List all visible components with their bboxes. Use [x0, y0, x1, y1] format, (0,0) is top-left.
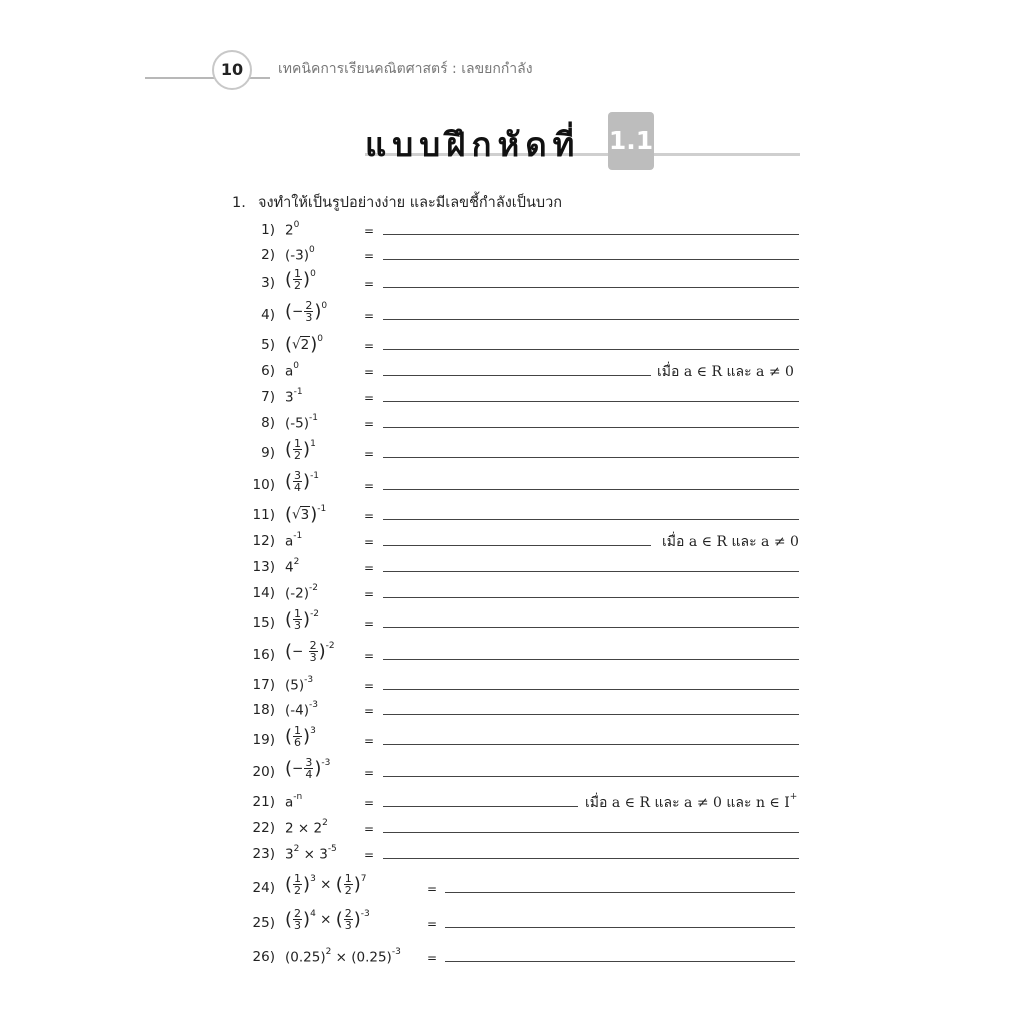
item-expression: $3^2 \times 3^{-5}$ — [285, 844, 337, 863]
equals-sign: = — [364, 704, 375, 718]
equals-sign: = — [364, 649, 375, 663]
page-number: 10 — [212, 50, 252, 90]
question-number: 1. — [232, 195, 246, 211]
equals-sign: = — [364, 848, 375, 862]
item-number: 26) — [252, 949, 275, 965]
answer-line[interactable] — [383, 545, 651, 546]
answer-line[interactable] — [383, 714, 799, 715]
item-expression: $4^2$ — [285, 557, 300, 576]
item-expression: ( $\frac{1}{2}$ )$^3$ × ( $\frac{1}{2}$ )$^7$ — [285, 872, 367, 897]
answer-line[interactable] — [383, 776, 799, 777]
item-number: 2) — [261, 247, 275, 263]
answer-line[interactable] — [383, 375, 651, 376]
answer-line[interactable] — [383, 259, 799, 260]
equals-sign: = — [364, 822, 375, 836]
item-number: 25) — [252, 915, 275, 931]
answer-line[interactable] — [383, 457, 799, 458]
item-expression: $(√3)^{-1}$ — [285, 504, 327, 525]
item-number: 24) — [252, 880, 275, 896]
book-title: เทคนิคการเรียนคณิตศาสตร์ : เลขยกกำลัง — [278, 61, 533, 77]
equals-sign: = — [427, 882, 438, 896]
answer-line[interactable] — [445, 892, 795, 893]
item-expression: ( $\frac{1}{2}$ )$^0$ — [285, 267, 316, 292]
answer-line[interactable] — [383, 689, 799, 690]
answer-line[interactable] — [445, 961, 795, 962]
item-number: 14) — [252, 585, 275, 601]
item-expression: $3^{-1}$ — [285, 387, 303, 406]
equals-sign: = — [364, 561, 375, 575]
answer-line[interactable] — [445, 927, 795, 928]
item-number: 8) — [261, 415, 275, 431]
item-number: 10) — [252, 477, 275, 493]
answer-line[interactable] — [383, 627, 799, 628]
item-number: 15) — [252, 615, 275, 631]
item-number: 13) — [252, 559, 275, 575]
item-number: 12) — [252, 533, 275, 549]
exercise-title-text: แบบฝึกหัดที่ — [365, 125, 581, 164]
equals-sign: = — [364, 339, 375, 353]
item-expression: $a^{-n}$ — [285, 792, 303, 811]
item-expression: (− $\frac{3}{4}$ )$^{-3}$ — [285, 756, 331, 781]
answer-line[interactable] — [383, 519, 799, 520]
item-number: 18) — [252, 702, 275, 718]
equals-sign: = — [364, 447, 375, 461]
answer-line[interactable] — [383, 427, 799, 428]
equals-sign: = — [364, 365, 375, 379]
answer-line[interactable] — [383, 349, 799, 350]
equals-sign: = — [364, 535, 375, 549]
equals-sign: = — [364, 617, 375, 631]
condition-note: เมื่อ a ∈ R และ a ≠ 0 — [657, 364, 794, 380]
item-expression: $(-2)^{-2}$ — [285, 583, 318, 602]
item-number: 19) — [252, 732, 275, 748]
answer-line[interactable] — [383, 234, 799, 235]
equals-sign: = — [364, 796, 375, 810]
exercise-title — [365, 110, 805, 180]
equals-sign: = — [364, 417, 375, 431]
item-number: 23) — [252, 846, 275, 862]
item-expression: $(5)^{-3}$ — [285, 675, 314, 694]
equals-sign: = — [364, 679, 375, 693]
sqrt-icon: √ — [292, 336, 301, 353]
equals-sign: = — [364, 766, 375, 780]
item-expression: $(0.25)^2 \times (0.25)^{-3}$ — [285, 947, 401, 966]
answer-line[interactable] — [383, 319, 799, 320]
item-expression: $2^0$ — [285, 220, 300, 239]
answer-line[interactable] — [383, 744, 799, 745]
question-instruction — [232, 191, 562, 214]
page-header — [145, 48, 805, 88]
item-number: 9) — [261, 445, 275, 461]
answer-line[interactable] — [383, 401, 799, 402]
equals-sign: = — [364, 587, 375, 601]
item-expression: ( $\frac{1}{6}$ )$^3$ — [285, 724, 316, 749]
item-expression: $(-4)^{-3}$ — [285, 700, 318, 719]
item-expression: $(-3)^0$ — [285, 245, 315, 264]
answer-line[interactable] — [383, 287, 799, 288]
item-expression: ( $\frac{3}{4}$ )$^{-1}$ — [285, 469, 320, 494]
equals-sign: = — [364, 224, 375, 238]
item-expression: $(-5)^{-1}$ — [285, 413, 318, 432]
item-expression: (− $\frac{2}{3}$ )$^{-2}$ — [285, 639, 335, 664]
condition-note: เมื่อ a ∈ R และ a ≠ 0 — [662, 534, 799, 550]
answer-line[interactable] — [383, 597, 799, 598]
equals-sign: = — [364, 277, 375, 291]
item-number: 11) — [252, 507, 275, 523]
equals-sign: = — [364, 249, 375, 263]
item-number: 3) — [261, 275, 275, 291]
equals-sign: = — [364, 309, 375, 323]
item-expression: ( $\frac{1}{2}$ )$^1$ — [285, 437, 316, 462]
answer-line[interactable] — [383, 832, 799, 833]
equals-sign: = — [364, 479, 375, 493]
item-expression: $(√2)^0$ — [285, 334, 323, 355]
condition-note: เมื่อ a ∈ R และ a ≠ 0 และ n ∈ I+ — [585, 792, 798, 811]
item-expression: (− $\frac{2}{3}$ )$^0$ — [285, 299, 328, 324]
answer-line[interactable] — [383, 571, 799, 572]
equals-sign: = — [427, 917, 438, 931]
exercise-number-badge: 1.1 — [608, 112, 654, 170]
item-expression: ( $\frac{2}{3}$ )$^4$ × ( $\frac{2}{3}$ )$^{-3}$ — [285, 907, 370, 932]
equals-sign: = — [364, 509, 375, 523]
item-number: 16) — [252, 647, 275, 663]
sqrt-icon: √ — [292, 506, 301, 523]
item-number: 22) — [252, 820, 275, 836]
instruction-text: จงทำให้เป็นรูปอย่างง่าย และมีเลขชี้กำลังเป็นบวก — [258, 195, 562, 211]
item-number: 17) — [252, 677, 275, 693]
item-number: 20) — [252, 764, 275, 780]
equals-sign: = — [364, 734, 375, 748]
item-number: 5) — [261, 337, 275, 353]
equals-sign: = — [427, 951, 438, 965]
item-expression: $a^0$ — [285, 361, 300, 380]
item-number: 6) — [261, 363, 275, 379]
item-number: 1) — [261, 222, 275, 238]
answer-line[interactable] — [383, 806, 578, 807]
answer-line[interactable] — [383, 659, 799, 660]
item-expression: $2 \times 2^2$ — [285, 818, 328, 837]
item-expression: $a^{-1}$ — [285, 531, 303, 550]
item-expression: ( $\frac{1}{3}$ )$^{-2}$ — [285, 607, 320, 632]
item-number: 21) — [252, 794, 275, 810]
answer-line[interactable] — [383, 858, 799, 859]
item-number: 4) — [261, 307, 275, 323]
answer-line[interactable] — [383, 489, 799, 490]
equals-sign: = — [364, 391, 375, 405]
header-rule — [145, 77, 270, 79]
item-number: 7) — [261, 389, 275, 405]
